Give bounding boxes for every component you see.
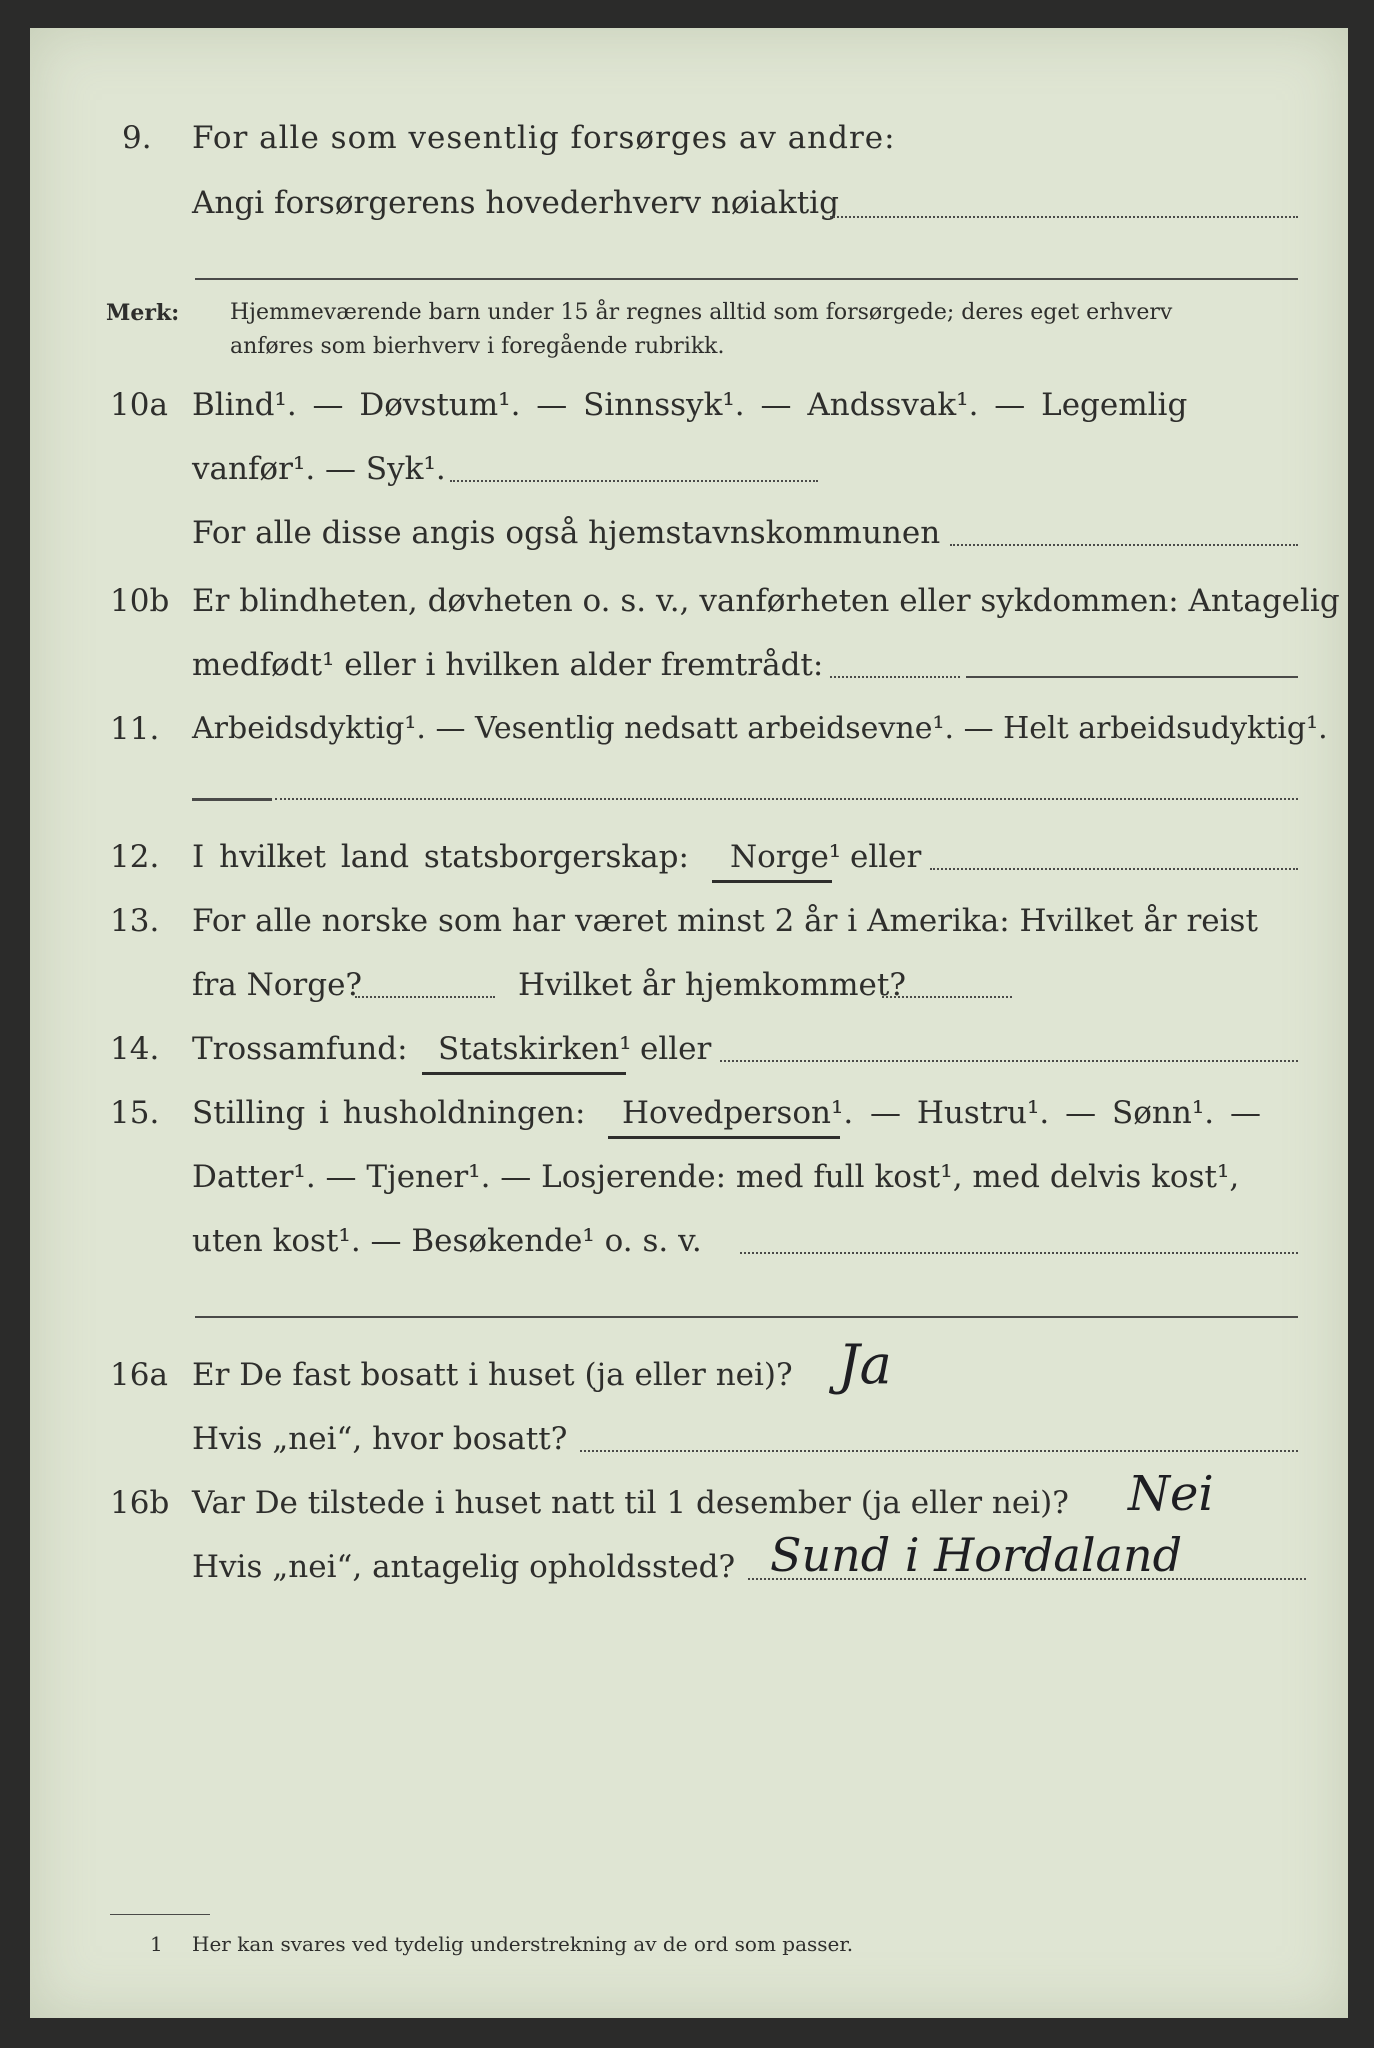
q13-line1: For alle norske som har været minst 2 år i Amerika: Hvilket år reist bbox=[192, 903, 1258, 939]
q16b-number: 16b bbox=[110, 1485, 170, 1521]
q15-underlined: Hovedperson¹. bbox=[622, 1095, 854, 1131]
q12-answer-line[interactable] bbox=[930, 868, 1298, 870]
q11-mark bbox=[192, 798, 272, 801]
q16b-line2: Hvis „nei“, antagelig opholdssted? bbox=[192, 1549, 736, 1585]
q14-text: Trossamfund: bbox=[192, 1031, 408, 1067]
q15-answer-line-2[interactable] bbox=[195, 1316, 1298, 1318]
merk-label: Merk: bbox=[106, 300, 180, 326]
q14-underlined: Statskirken¹ bbox=[438, 1031, 632, 1067]
q10b-line2: medfødt¹ eller i hvilken alder fremtrådt: bbox=[192, 647, 824, 683]
q10b-number: 10b bbox=[110, 583, 170, 619]
q10a-number: 10a bbox=[110, 387, 168, 423]
census-form-page bbox=[30, 28, 1348, 2018]
footnote-mark: 1 bbox=[150, 1932, 163, 1956]
merk-line1: Hjemmeværende barn under 15 år regnes alltid som forsørgede; deres eget erhverv bbox=[230, 300, 1173, 325]
q16a-line1: Er De fast bosatt i huset (ja eller nei)? bbox=[192, 1357, 793, 1393]
q10a-line1: Blind¹. — Døvstum¹. — Sinnssyk¹. — Andssvak¹. — Legemlig bbox=[192, 387, 1188, 423]
q9-answer-line[interactable] bbox=[830, 216, 1298, 218]
q16a-line2: Hvis „nei“, hvor bosatt? bbox=[192, 1421, 568, 1457]
q11-answer-line[interactable] bbox=[275, 798, 1298, 800]
q15-line3: uten kost¹. — Besøkende¹ o. s. v. bbox=[192, 1223, 702, 1259]
q14-answer-line[interactable] bbox=[720, 1060, 1298, 1062]
q16a-number: 16a bbox=[110, 1357, 168, 1393]
q16a-answer-line[interactable] bbox=[580, 1450, 1298, 1452]
q15-line2: Datter¹. — Tjener¹. — Losjerende: med full kost¹, med delvis kost¹, bbox=[192, 1159, 1240, 1195]
q15-text: Stilling i husholdningen: bbox=[192, 1095, 586, 1131]
q15-answer-line[interactable] bbox=[740, 1252, 1298, 1254]
q13-number: 13. bbox=[110, 903, 160, 939]
q10b-answer-line-b[interactable] bbox=[966, 676, 1298, 678]
q11-line1: Arbeidsdyktig¹. — Vesentlig nedsatt arbeidsevne¹. — Helt arbeidsudyktig¹. bbox=[192, 711, 1328, 746]
q9-number: 9. bbox=[122, 120, 152, 156]
q13-line2b: Hvilket år hjemkommet? bbox=[518, 967, 906, 1003]
footnote-text: Her kan svares ved tydelig understrekning av de ord som passer. bbox=[192, 1932, 854, 1956]
merk-line2: anføres som bierhverv i foregående rubrikk. bbox=[230, 334, 725, 359]
q16b-answer1: Nei bbox=[1128, 1466, 1214, 1522]
q12-number: 12. bbox=[110, 839, 160, 875]
q12-tail: eller bbox=[850, 839, 922, 875]
q14-underline-mark bbox=[422, 1072, 626, 1075]
q12-underlined: Norge¹ bbox=[730, 839, 842, 875]
q10b-line1: Er blindheten, døvheten o. s. v., vanførheten eller sykdommen: Antagelig bbox=[192, 583, 1340, 619]
q10a-line2: vanfør¹. — Syk¹. bbox=[192, 451, 446, 487]
q11-number: 11. bbox=[110, 711, 160, 747]
q14-number: 14. bbox=[110, 1031, 160, 1067]
q15-number: 15. bbox=[110, 1095, 160, 1131]
q10b-answer-line-a[interactable] bbox=[830, 676, 960, 678]
q9-line2: Angi forsørgerens hovederhverv nøiaktig bbox=[192, 185, 839, 221]
q12-underline-mark bbox=[712, 880, 832, 883]
q9-line1: For alle som vesentlig forsørges av andre: bbox=[192, 120, 896, 156]
q13-line2a: fra Norge? bbox=[192, 967, 363, 1003]
q9-answer-line-2[interactable] bbox=[195, 278, 1298, 280]
q10a-hometown-line[interactable] bbox=[950, 544, 1298, 546]
q10a-line3: For alle disse angis også hjemstavnskommunen bbox=[192, 515, 941, 551]
footnote-rule bbox=[110, 1914, 210, 1915]
q15-tail: — Hustru¹. — Sønn¹. — bbox=[870, 1095, 1261, 1131]
q16b-line1: Var De tilstede i huset natt til 1 desember (ja eller nei)? bbox=[192, 1485, 1069, 1521]
q12-text: I hvilket land statsborgerskap: bbox=[192, 839, 689, 875]
q13-departure-line[interactable] bbox=[355, 996, 495, 998]
q16b-answer2: Sund i Hordaland bbox=[770, 1528, 1183, 1582]
q15-underline-mark bbox=[608, 1136, 840, 1139]
q16a-answer: Ja bbox=[838, 1333, 892, 1396]
q14-tail: eller bbox=[640, 1031, 712, 1067]
q10a-sick-line[interactable] bbox=[450, 480, 818, 482]
q13-return-line[interactable] bbox=[882, 996, 1012, 998]
